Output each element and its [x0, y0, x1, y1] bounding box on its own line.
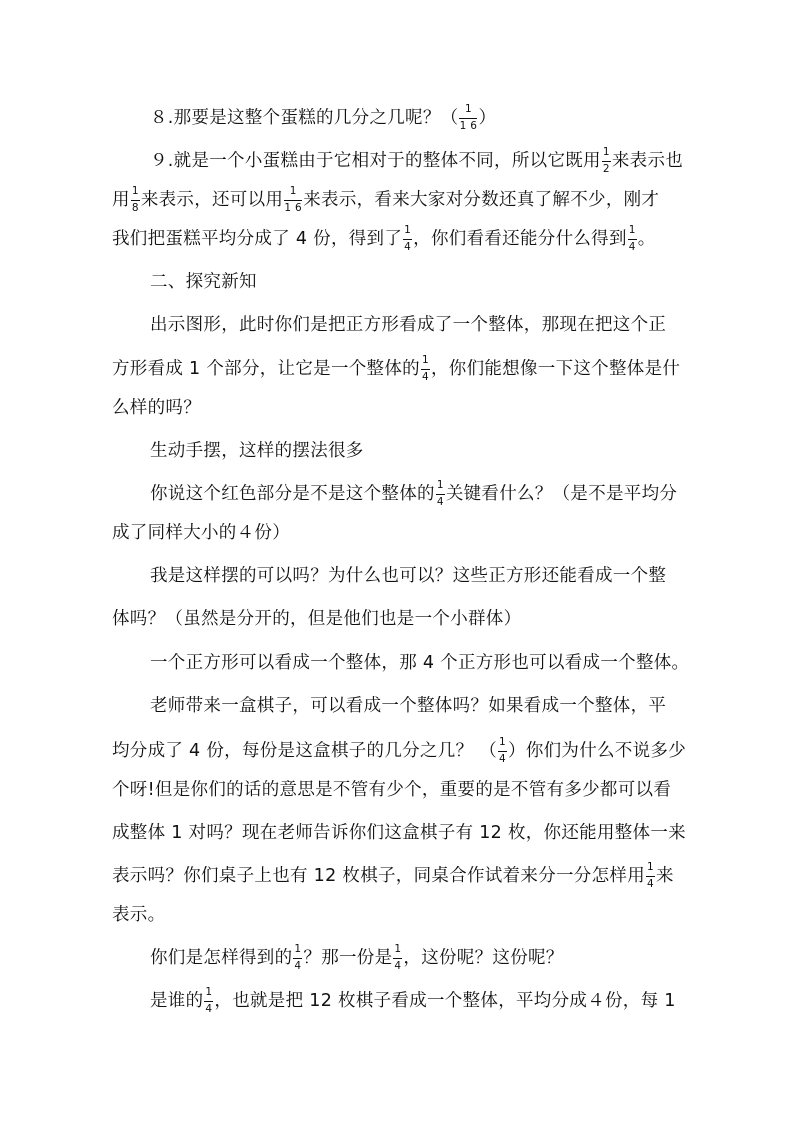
paragraph-line: 成整体 1 对吗？现在老师告诉你们这盒棋子有 12 枚，你还能用整体一来 — [112, 823, 686, 843]
paragraph-line: 么样的吗？ — [112, 398, 201, 418]
paragraph-line: 是谁的 $\frac{1}{4}$ ，也就是把 12 枚棋子看成一个整体，平均分成４份，每 1 — [150, 986, 676, 1015]
paragraph-line: 方形看成 1 个部分，让它是一个整体的 $\frac{1}{4}$ ，你们能想像一下这个整体是什 — [112, 354, 681, 383]
paragraph-line: 我是这样摆的可以吗？为什么也可以？这些正方形还能看成一个整 — [150, 566, 667, 586]
paragraph-line: ９.就是一个小蛋糕由于它相对于的整体不同，所以它既用 $\frac{1}{2}$ 来表示也 — [150, 146, 684, 175]
paragraph-line: 成了同样大小的４份） — [112, 523, 290, 543]
paragraph-line: 你说这个红色部分是不是这个整体的 $\frac{1}{4}$ 关键看什么？（是不是平均分 — [150, 479, 678, 508]
section-heading: 二、探究新知 — [150, 272, 257, 292]
fraction: $\frac{1}{4}$ — [436, 479, 444, 508]
paragraph-line: 出示图形，此时你们是把正方形看成了一个整体，那现在把这个正 — [150, 315, 667, 335]
paragraph-line: 体吗？（虽然是分开的，但是他们也是一个小群体） — [112, 609, 522, 629]
paragraph-line: 一个正方形可以看成一个整体，那 4 个正方形也可以看成一个整体。 — [150, 653, 690, 673]
fraction: $\frac{1}{4}$ — [394, 943, 402, 972]
paragraph-line: 我们把蛋糕平均分成了 4 份，得到了 $\frac{1}{4}$ ，你们看看还能分什么得到 $\frac{1}{4}$ 。 — [112, 224, 656, 253]
fraction: $\frac{1}{4}$ — [628, 224, 636, 253]
paragraph-line: 用 $\frac{1}{8}$ 来表示，还可以用 $\frac{1}{1 6}$ 来表示，看来大家对分数还真了解不少，刚才 — [112, 185, 660, 214]
paragraph-line: 表示吗？你们桌子上也有 12 枚棋子，同桌合作试着来分一分怎样用 $\frac{1}{4}$ 来 — [112, 861, 674, 890]
fraction: $\frac{1}{4}$ — [421, 354, 429, 383]
paragraph-line: 均分成了 4 份，每份是这盒棋子的几分之几？ （ $\frac{1}{4}$ ）你们为什么不说多少 — [112, 736, 687, 765]
fraction: $\frac{1}{4}$ — [205, 986, 213, 1015]
paragraph-line: 你们是怎样得到的 $\frac{1}{4}$ ？那一份是 $\frac{1}{4}$ ，这份呢？这份呢？ — [150, 943, 564, 972]
paragraph-line: 表示。 — [112, 905, 166, 925]
fraction: $\frac{1}{4}$ — [294, 943, 302, 972]
paragraph-line: 个呀!但是你们的话的意思是不管有少个，重要的是不管有多少都可以看 — [112, 780, 672, 800]
paragraph-line: 老师带来一盒棋子，可以看成一个整体吗？如果看成一个整体，平 — [150, 696, 667, 716]
fraction: $\frac{1}{4}$ — [404, 224, 412, 253]
paragraph-line: 生动手摆，这样的摆法很多 — [150, 441, 364, 461]
fraction: $\frac{1}{4}$ — [647, 861, 654, 890]
paragraph-line: ８.那要是这整个蛋糕的几分之几呢？（ $\frac{1}{1 6}$ ） — [150, 103, 497, 132]
fraction: $\frac{1}{4}$ — [499, 736, 507, 765]
fraction: $\frac{1}{1 6}$ — [459, 103, 478, 132]
fraction: $\frac{1}{8}$ — [131, 185, 139, 214]
fraction: $\frac{1}{1 6}$ — [284, 185, 303, 214]
fraction: $\frac{1}{2}$ — [602, 146, 610, 175]
